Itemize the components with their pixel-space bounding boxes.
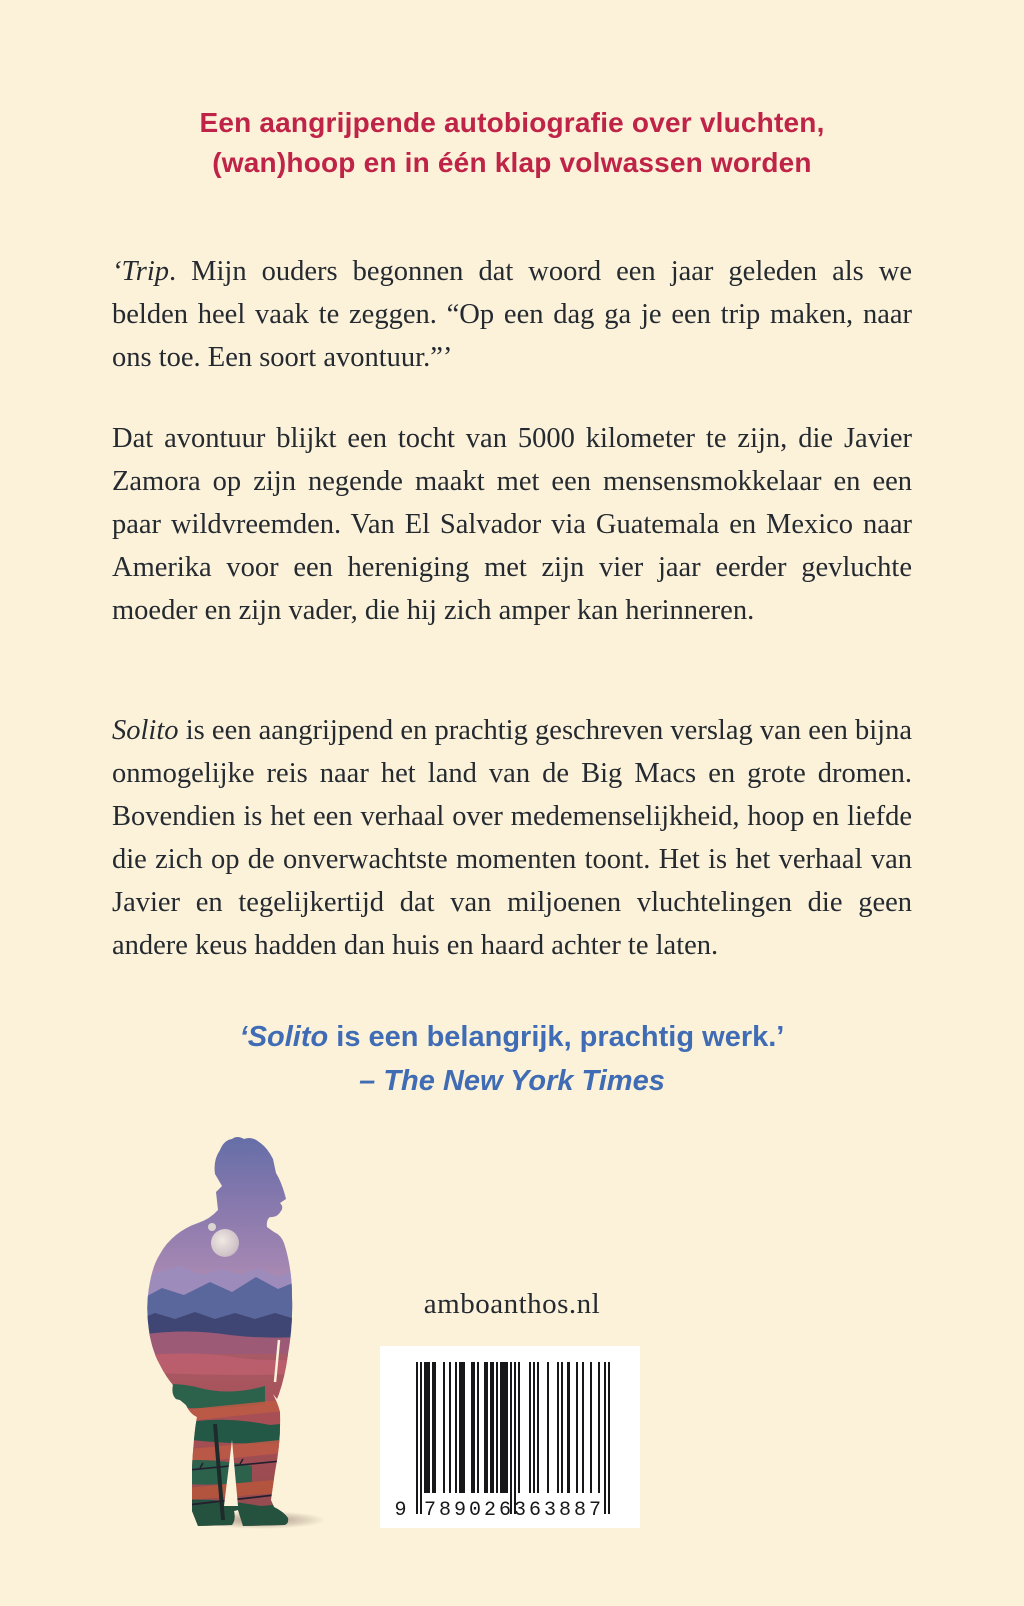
paragraph-trip <box>112 250 912 379</box>
paragraph-solito <box>112 709 912 967</box>
barcode <box>380 1346 640 1528</box>
isbn-digit-group-1: 9 <box>394 1499 410 1522</box>
paragraph-journey-text: Dat avontuur blijkt een tocht van 5000 kilometer te zijn, die Javier Zamora op zijn negende maakt met een mensensmokkelaar en een paar wildvreemden. Van El Salvador via Guatemala en Mexico naar Amerika voor een hereniging met zijn vier jaar eerder gevluchte moeder en zijn vader, die hij zich amper kan herinneren. <box>112 422 912 626</box>
publisher-website: amboanthos.nl <box>423 1288 601 1320</box>
paragraph-trip-lead: ‘Trip <box>112 255 170 287</box>
paragraph-solito-lead: Solito <box>112 714 179 746</box>
review-quote-title: ‘Solito <box>239 1021 329 1053</box>
tagline-line-1: Een aangrijpende autobiografie over vluchten, <box>199 107 825 138</box>
review-quote-line <box>0 1015 1024 1059</box>
paragraph-journey <box>112 417 912 632</box>
moon <box>211 1229 239 1257</box>
barcode-bars <box>416 1362 610 1514</box>
paragraph-solito-text: is een aangrijpend en prachtig geschreven verslag van een bijna onmogelijke reis naar het land van de Big Macs en grote dromen. Bovendien is het een verhaal over medemenselijkheid, hoop en liefde die zich op de onverwachtste momenten toont. Het is het verhaal van Javier en tegelijkertijd dat van miljoenen vluchtelingen die geen andere keus hadden dan huis en haard achter te laten. <box>112 714 912 961</box>
tagline <box>0 103 1024 183</box>
paragraph-trip-text: . Mijn ouders begonnen dat woord een jaar geleden als we belden heel vaak te zeggen. “Op een dag ga je een trip maken, naar ons toe. Een soort avontuur.”’ <box>112 255 912 373</box>
review-quote <box>0 1015 1024 1103</box>
boy-silhouette-artwork <box>140 1122 340 1532</box>
review-quote-text: is een belangrijk, prachtig werk.’ <box>328 1021 785 1053</box>
strap-buckle <box>208 1223 216 1231</box>
isbn-digit-group-3: 363887 <box>514 1499 605 1522</box>
isbn-digit-group-2: 789026 <box>424 1499 515 1522</box>
tagline-line-2: (wan)hoop en in één klap volwassen worden <box>212 147 812 178</box>
review-quote-attribution: – The New York Times <box>359 1065 665 1097</box>
green-field-3 <box>156 1460 252 1485</box>
